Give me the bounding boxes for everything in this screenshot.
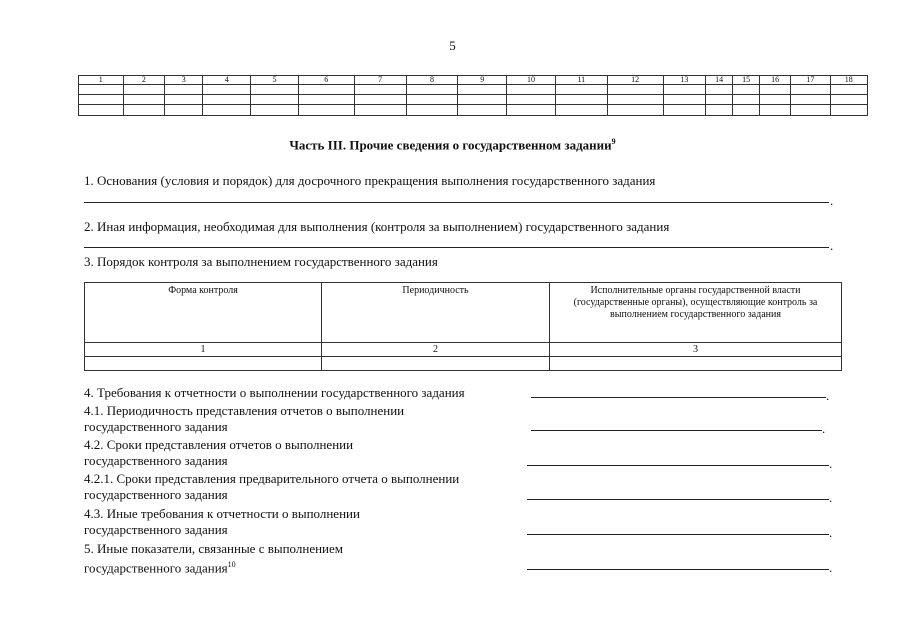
top-table-cell[interactable]: [507, 95, 556, 105]
top-table-cell[interactable]: [607, 105, 663, 116]
part-title-text: Часть III. Прочие сведения о государственном задании: [289, 137, 612, 153]
top-table-cell[interactable]: [458, 85, 507, 95]
top-table-cell[interactable]: [830, 95, 867, 105]
top-table-cell[interactable]: [123, 95, 164, 105]
top-table-col-11: 11: [555, 76, 607, 85]
top-table-cell[interactable]: [354, 95, 406, 105]
top-table-col-13: 13: [663, 76, 706, 85]
section-1-dot: .: [830, 193, 834, 208]
col-number-2: 2: [322, 343, 550, 357]
top-table-cell[interactable]: [760, 95, 791, 105]
top-table-cell[interactable]: [298, 105, 354, 116]
top-table-cell[interactable]: [251, 105, 299, 116]
top-table-cell[interactable]: [663, 95, 706, 105]
top-table-cell[interactable]: [830, 105, 867, 116]
top-table-cell[interactable]: [663, 85, 706, 95]
item-4-2-1-fill-line[interactable]: [527, 499, 829, 500]
top-table-col-8: 8: [406, 76, 458, 85]
top-numbered-table: [78, 75, 868, 116]
top-table-cell[interactable]: [791, 85, 830, 95]
item-4-2-dot: .: [829, 456, 833, 471]
item-5-text: государственного задания: [84, 560, 228, 576]
top-table-cell[interactable]: [79, 95, 124, 105]
item-4-dot: .: [826, 388, 830, 403]
top-table-cell[interactable]: [760, 85, 791, 95]
section-1-text: 1. Основания (условия и порядок) для досрочного прекращения выполнения государственного задания: [84, 173, 656, 188]
top-table-cell[interactable]: [830, 85, 867, 95]
top-table-cell[interactable]: [733, 85, 760, 95]
top-table-cell[interactable]: [251, 95, 299, 105]
item-4-1-text-line1: 4.1. Периодичность представления отчетов о выполнении: [84, 403, 405, 418]
top-table-cell[interactable]: [354, 85, 406, 95]
top-table-cell[interactable]: [406, 85, 458, 95]
top-table-col-4: 4: [203, 76, 251, 85]
section-2-text: 2. Иная информация, необходимая для выполнения (контроля за выполнением) государственного задания: [84, 219, 670, 234]
top-table-cell[interactable]: [203, 85, 251, 95]
top-table-cell[interactable]: [555, 95, 607, 105]
item-4-3-dot: .: [829, 525, 833, 540]
control-bodies-cell[interactable]: [550, 357, 842, 371]
item-4-fill-line[interactable]: [531, 397, 826, 398]
footnote-10: 10: [227, 560, 236, 569]
top-table-cell[interactable]: [791, 95, 830, 105]
top-table-col-18: 18: [830, 76, 867, 85]
item-5-dot: .: [829, 560, 833, 575]
top-table-cell[interactable]: [733, 105, 760, 116]
top-table-cell[interactable]: [298, 95, 354, 105]
col-number-1: 1: [85, 343, 322, 357]
item-4-3-text-line2: государственного задания: [84, 522, 228, 537]
header-control-bodies: Исполнительные органы государственной власти (государственные органы), осуществляющие контроль за выполнением государственного задания: [550, 283, 842, 343]
top-table-col-17: 17: [791, 76, 830, 85]
top-table-cell[interactable]: [663, 105, 706, 116]
top-table-cell[interactable]: [354, 105, 406, 116]
top-table-cell[interactable]: [458, 105, 507, 116]
section-2-fill-line[interactable]: [84, 247, 829, 248]
top-table-cell[interactable]: [733, 95, 760, 105]
top-table-cell[interactable]: [760, 105, 791, 116]
footnote-9: 9: [611, 137, 616, 146]
top-table-cell[interactable]: [406, 95, 458, 105]
section-3-text: 3. Порядок контроля за выполнением государственного задания: [84, 254, 438, 269]
item-4-2-1-text-line2: государственного задания: [84, 487, 228, 502]
top-table-col-1: 1: [79, 76, 124, 85]
top-table-col-14: 14: [706, 76, 733, 85]
top-table-cell[interactable]: [555, 105, 607, 116]
top-table-cell[interactable]: [165, 85, 203, 95]
top-table-cell[interactable]: [79, 85, 124, 95]
item-4-1-dot: .: [822, 421, 826, 436]
top-table-col-12: 12: [607, 76, 663, 85]
item-4-1-fill-line[interactable]: [531, 430, 822, 431]
section-1-fill-line[interactable]: [84, 202, 829, 203]
top-table-cell[interactable]: [123, 85, 164, 95]
col-number-3: 3: [550, 343, 842, 357]
top-table-cell[interactable]: [458, 95, 507, 105]
top-table-cell[interactable]: [507, 105, 556, 116]
top-table-cell[interactable]: [203, 95, 251, 105]
item-5-fill-line[interactable]: [527, 569, 829, 570]
top-table-cell[interactable]: [123, 105, 164, 116]
top-table-cell[interactable]: [706, 95, 733, 105]
top-table-cell[interactable]: [706, 85, 733, 95]
top-table-cell[interactable]: [298, 85, 354, 95]
top-table-col-10: 10: [507, 76, 556, 85]
item-4-3-text-line1: 4.3. Иные требования к отчетности о выполнении: [84, 506, 360, 521]
top-table-cell[interactable]: [555, 85, 607, 95]
top-table-cell[interactable]: [507, 85, 556, 95]
top-table-cell[interactable]: [165, 105, 203, 116]
item-4-3-fill-line[interactable]: [527, 534, 829, 535]
section-2-dot: .: [830, 238, 834, 253]
top-table-cell[interactable]: [406, 105, 458, 116]
top-table-col-7: 7: [354, 76, 406, 85]
page-number: 5: [449, 38, 456, 53]
top-table-col-3: 3: [165, 76, 203, 85]
top-table-cell[interactable]: [165, 95, 203, 105]
top-table-cell[interactable]: [706, 105, 733, 116]
top-table-col-6: 6: [298, 76, 354, 85]
item-4-2-1-dot: .: [829, 490, 833, 505]
top-table-cell[interactable]: [791, 105, 830, 116]
item-4-2-text-line2: государственного задания: [84, 453, 228, 468]
top-table-cell[interactable]: [607, 85, 663, 95]
header-periodicity: Периодичность: [322, 283, 550, 343]
item-4-2-text-line1: 4.2. Сроки представления отчетов о выполнении: [84, 437, 354, 452]
top-table-col-9: 9: [458, 76, 507, 85]
top-table-col-2: 2: [123, 76, 164, 85]
item-4-1-text-line2: государственного задания: [84, 419, 228, 434]
top-table-col-16: 16: [760, 76, 791, 85]
top-table-cell[interactable]: [79, 105, 124, 116]
top-table-col-15: 15: [733, 76, 760, 85]
item-5-text-line1: 5. Иные показатели, связанные с выполнением: [84, 541, 344, 556]
top-table-col-5: 5: [251, 76, 299, 85]
top-table-cell[interactable]: [203, 105, 251, 116]
item-5-text-line2: [84, 557, 236, 575]
part-title: [0, 137, 905, 153]
header-control-form: Форма контроля: [85, 283, 322, 343]
top-table-cell[interactable]: [251, 85, 299, 95]
item-4-2-fill-line[interactable]: [527, 465, 829, 466]
control-form-cell[interactable]: [85, 357, 322, 371]
periodicity-cell[interactable]: [322, 357, 550, 371]
item-4-text: 4. Требования к отчетности о выполнении государственного задания: [84, 385, 465, 400]
control-table: [84, 282, 842, 371]
item-4-2-1-text-line1: 4.2.1. Сроки представления предварительного отчета о выполнении: [84, 471, 460, 486]
top-table-cell[interactable]: [607, 95, 663, 105]
